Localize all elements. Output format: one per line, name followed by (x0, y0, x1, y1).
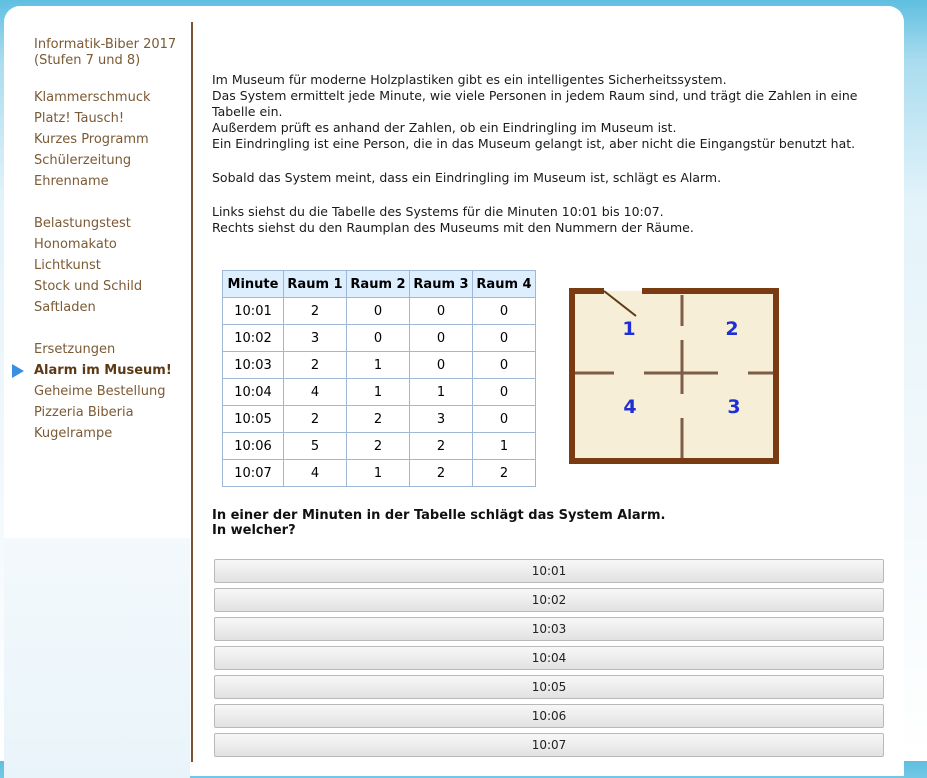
intro-paragraph-1 (212, 72, 872, 152)
room-label-3: 3 (727, 396, 741, 418)
table-cell: 4 (284, 460, 347, 487)
sidebar-background (4, 538, 190, 778)
sidebar-item-kurzes-programm[interactable] (34, 129, 184, 150)
table-cell: 10:06 (223, 433, 284, 460)
sidebar-item-honomakato[interactable] (34, 234, 184, 255)
table-row (223, 379, 536, 406)
table-cell: 5 (284, 433, 347, 460)
room-label-1: 1 (622, 318, 636, 340)
table-cell: 0 (473, 298, 536, 325)
room-label-2: 2 (725, 318, 739, 340)
table-cell: 0 (473, 406, 536, 433)
table-cell: 0 (473, 379, 536, 406)
table-cell: 2 (410, 460, 473, 487)
table-cell: 2 (347, 433, 410, 460)
sidebar-item-label: Alarm im Museum! (34, 363, 172, 378)
contest-title (34, 37, 184, 69)
column-header: Raum 3 (410, 271, 473, 298)
intro-line: Außerdem prüft es anhand der Zahlen, ob ein Eindringling im Museum ist. (212, 120, 677, 135)
sidebar-item-kugelrampe[interactable] (34, 423, 184, 444)
answer-button-1005[interactable]: 10:05 (214, 675, 884, 699)
column-header: Raum 2 (347, 271, 410, 298)
sidebar-item-label: Kugelrampe (34, 426, 113, 441)
sidebar-item-label: Saftladen (34, 300, 96, 315)
column-header: Raum 4 (473, 271, 536, 298)
intro-line: Ein Eindringling ist eine Person, die in das Museum gelangt ist, aber nicht die Eingangstür benutzt hat. (212, 136, 856, 151)
table-cell: 2 (284, 298, 347, 325)
museum-floor-plan (568, 286, 780, 468)
table-cell: 10:05 (223, 406, 284, 433)
contest-title-line1: Informatik-Biber 2017 (34, 37, 177, 52)
table-cell: 2 (284, 406, 347, 433)
nav-group (34, 213, 184, 318)
room-label-4: 4 (623, 396, 637, 418)
table-cell: 0 (347, 298, 410, 325)
answer-button-1001[interactable]: 10:01 (214, 559, 884, 583)
sidebar-item-label: Ehrenname (34, 174, 109, 189)
sidebar-item-label: Klammerschmuck (34, 90, 151, 105)
table-cell: 0 (473, 325, 536, 352)
table-cell: 2 (410, 433, 473, 460)
intro-paragraph-3 (212, 204, 872, 236)
table-cell: 2 (473, 460, 536, 487)
table-cell: 1 (347, 352, 410, 379)
table-cell: 0 (473, 352, 536, 379)
task-description (212, 72, 872, 254)
intro-line: Im Museum für moderne Holzplastiken gibt es ein intelligentes Sicherheitssystem. (212, 72, 727, 87)
contest-title-line2: (Stufen 7 und 8) (34, 53, 141, 68)
table-cell: 0 (410, 325, 473, 352)
occupancy-table (222, 270, 536, 487)
sidebar-item-saftladen[interactable] (34, 297, 184, 318)
sidebar-groups (34, 87, 184, 444)
table-header-row (223, 271, 536, 298)
sidebar-item-belastungstest[interactable] (34, 213, 184, 234)
sidebar-item-pizzeria-biberia[interactable] (34, 402, 184, 423)
sidebar-item-klammerschmuck[interactable] (34, 87, 184, 108)
table-row (223, 406, 536, 433)
sidebar-divider (191, 22, 193, 762)
table-body (223, 298, 536, 487)
sidebar-item-lichtkunst[interactable] (34, 255, 184, 276)
table-row (223, 298, 536, 325)
sidebar-item-label: Pizzeria Biberia (34, 405, 134, 420)
table-cell: 10:02 (223, 325, 284, 352)
intro-paragraph-2 (212, 170, 872, 186)
table-cell: 3 (284, 325, 347, 352)
table-row (223, 352, 536, 379)
sidebar-item-label: Platz! Tausch! (34, 111, 125, 126)
sidebar-item-label: Belastungstest (34, 216, 131, 231)
sidebar-item-label: Stock und Schild (34, 279, 143, 294)
answer-button-1003[interactable]: 10:03 (214, 617, 884, 641)
sidebar-item-label: Honomakato (34, 237, 117, 252)
table-cell: 0 (410, 298, 473, 325)
sidebar-item-label: Kurzes Programm (34, 132, 149, 147)
intro-line: Tabelle ein. (212, 104, 283, 119)
answer-button-1004[interactable]: 10:04 (214, 646, 884, 670)
table-cell: 2 (284, 352, 347, 379)
column-header: Raum 1 (284, 271, 347, 298)
answer-button-1002[interactable]: 10:02 (214, 588, 884, 612)
sidebar-item-label: Geheime Bestellung (34, 384, 166, 399)
table-cell: 2 (347, 406, 410, 433)
question-line2: In welcher? (212, 523, 296, 538)
sidebar-item-platz-tausch[interactable] (34, 108, 184, 129)
sidebar-item-ersetzungen[interactable] (34, 339, 184, 360)
table-cell: 10:07 (223, 460, 284, 487)
intro-line: Links siehst du die Tabelle des Systems für die Minuten 10:01 bis 10:07. (212, 204, 664, 219)
answer-button-1007[interactable]: 10:07 (214, 733, 884, 757)
table-cell: 1 (410, 379, 473, 406)
table-cell: 1 (347, 379, 410, 406)
column-header: Minute (223, 271, 284, 298)
question-line1: In einer der Minuten in der Tabelle schlägt das System Alarm. (212, 508, 666, 523)
table-row (223, 460, 536, 487)
table-cell: 3 (410, 406, 473, 433)
intro-line: Das System ermittelt jede Minute, wie viele Personen in jedem Raum sind, und trägt die Zahlen in eine (212, 88, 858, 103)
answer-options (214, 559, 884, 762)
sidebar-item-schülerzeitung[interactable] (34, 150, 184, 171)
sidebar-item-stock-und-schild[interactable] (34, 276, 184, 297)
sidebar-item-ehrenname[interactable] (34, 171, 184, 192)
table-cell: 10:03 (223, 352, 284, 379)
sidebar-nav (34, 37, 184, 465)
nav-group (34, 87, 184, 192)
question-text (212, 508, 666, 538)
table-cell: 1 (347, 460, 410, 487)
sidebar-item-label: Schülerzeitung (34, 153, 132, 168)
current-item-arrow-icon (12, 364, 24, 378)
table-cell: 1 (473, 433, 536, 460)
answer-button-1006[interactable]: 10:06 (214, 704, 884, 728)
table-cell: 10:01 (223, 298, 284, 325)
plan-floor (572, 291, 776, 461)
intro-line: Sobald das System meint, dass ein Eindringling im Museum ist, schlägt es Alarm. (212, 170, 722, 185)
sidebar-item-label: Ersetzungen (34, 342, 116, 357)
table-cell: 10:04 (223, 379, 284, 406)
table-cell: 0 (347, 325, 410, 352)
nav-group (34, 339, 184, 444)
sidebar-item-geheime-bestellung[interactable] (34, 381, 184, 402)
sidebar-item-label: Lichtkunst (34, 258, 101, 273)
table-cell: 0 (410, 352, 473, 379)
table-row (223, 325, 536, 352)
table-cell: 4 (284, 379, 347, 406)
table-row (223, 433, 536, 460)
sidebar-item-alarm-im-museum[interactable] (34, 360, 184, 381)
intro-line: Rechts siehst du den Raumplan des Museums mit den Nummern der Räume. (212, 220, 694, 235)
